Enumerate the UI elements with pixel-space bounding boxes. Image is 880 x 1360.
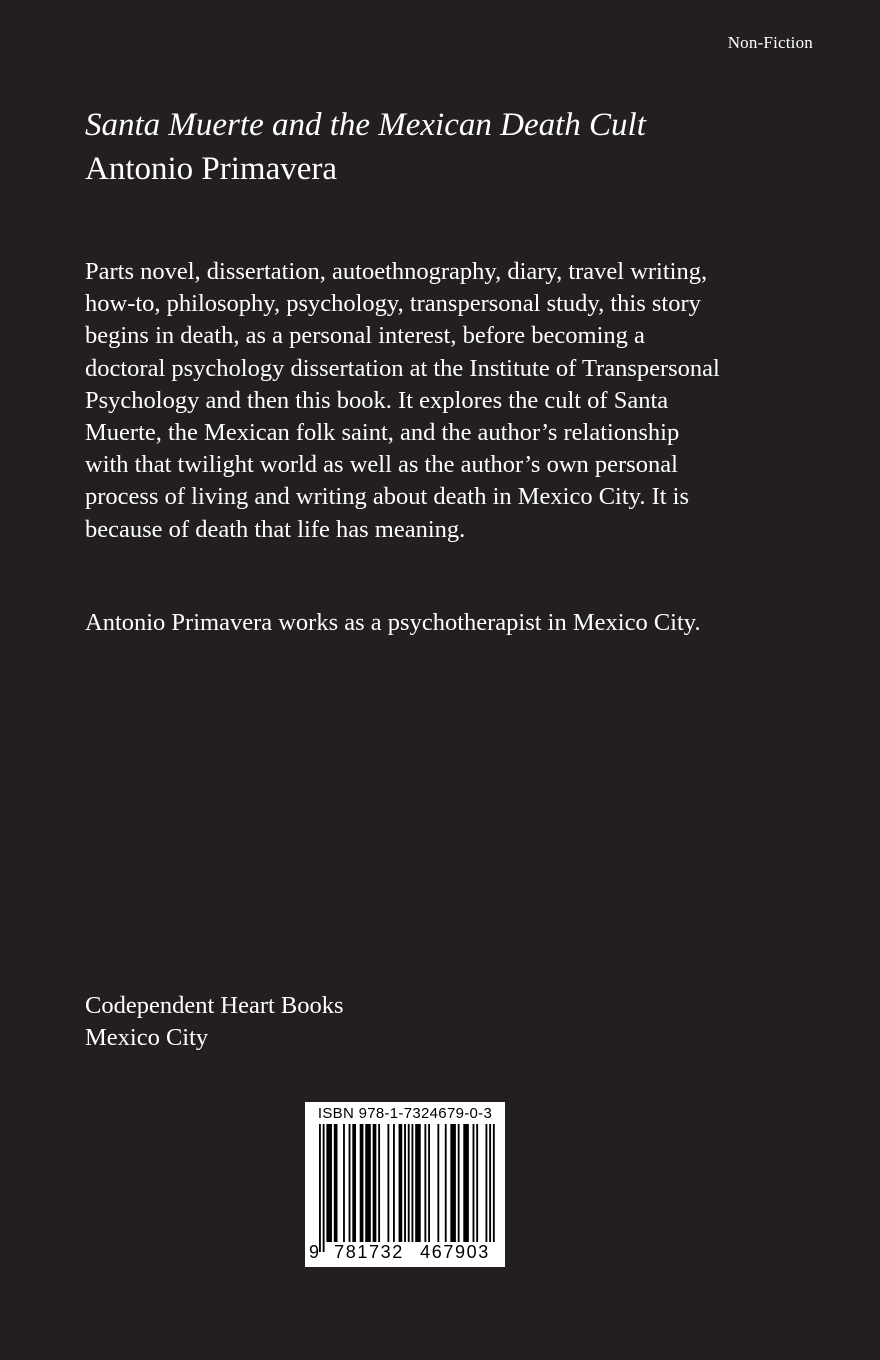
barcode-bar [393, 1124, 395, 1242]
barcode-bar [445, 1124, 447, 1242]
barcode-guard-bar [408, 1124, 410, 1252]
publisher-city: Mexico City [85, 1024, 209, 1052]
author-bio: Antonio Primavera works as a psychotherapist in Mexico City. [85, 609, 701, 636]
barcode-bar [352, 1124, 356, 1242]
barcode-bar [476, 1124, 478, 1242]
barcode-bar [437, 1124, 439, 1242]
barcode-digits-left: 781732 [327, 1242, 411, 1262]
barcode-bar [373, 1124, 377, 1242]
barcode-bar [365, 1124, 371, 1242]
book-title: Santa Muerte and the Mexican Death Cult [85, 107, 646, 143]
book-blurb: Parts novel, dissertation, autoethnography, diary, travel writing, how-to, philosophy, psychology, transpersonal study, this story begins in death, as a personal interest, before becoming a doctoral psychology dissertation at the Institute of Transpersonal Psychology and then this book. It explores the cult of Santa Muerte, the Mexican folk saint, and the author’s relationship with that twilight world as well as the author’s own personal process of living and writing about death in Mexico City. It is because of death that life has meaning. [85, 258, 720, 543]
barcode-digit-first: 9 [309, 1242, 320, 1262]
barcode-bar [334, 1124, 338, 1242]
barcode-bar [326, 1124, 332, 1242]
barcode-bar [399, 1124, 403, 1242]
barcode-guard-bar [323, 1124, 325, 1252]
barcode-bar [349, 1124, 351, 1242]
barcode-bar [450, 1124, 456, 1242]
barcode-bar [360, 1124, 364, 1242]
isbn-label: ISBN 978-1-7324679-0-3 [317, 1105, 493, 1122]
barcode-guard-bar [319, 1124, 321, 1252]
barcode-bar [387, 1124, 389, 1242]
barcode-bar [473, 1124, 475, 1242]
isbn-barcode [305, 1102, 505, 1267]
publisher-name: Codependent Heart Books [85, 992, 344, 1019]
barcode-digits-right: 467903 [413, 1242, 497, 1262]
barcode-bar [458, 1124, 460, 1242]
barcode-bar [486, 1124, 488, 1242]
barcode-bar [378, 1124, 380, 1242]
barcode-bar [463, 1124, 469, 1242]
author-name: Antonio Primavera [85, 151, 338, 187]
barcode-guard-bar [489, 1124, 491, 1252]
barcode-bar [343, 1124, 345, 1242]
barcode-guard-bar [404, 1124, 406, 1252]
barcode-guard-bar [493, 1124, 495, 1252]
barcode-bar [428, 1124, 430, 1242]
barcode-bar [412, 1124, 414, 1242]
barcode-bar [415, 1124, 421, 1242]
barcode-bar [424, 1124, 426, 1242]
genre-label: Non-Fiction [727, 33, 813, 52]
publisher-block [85, 990, 344, 1054]
